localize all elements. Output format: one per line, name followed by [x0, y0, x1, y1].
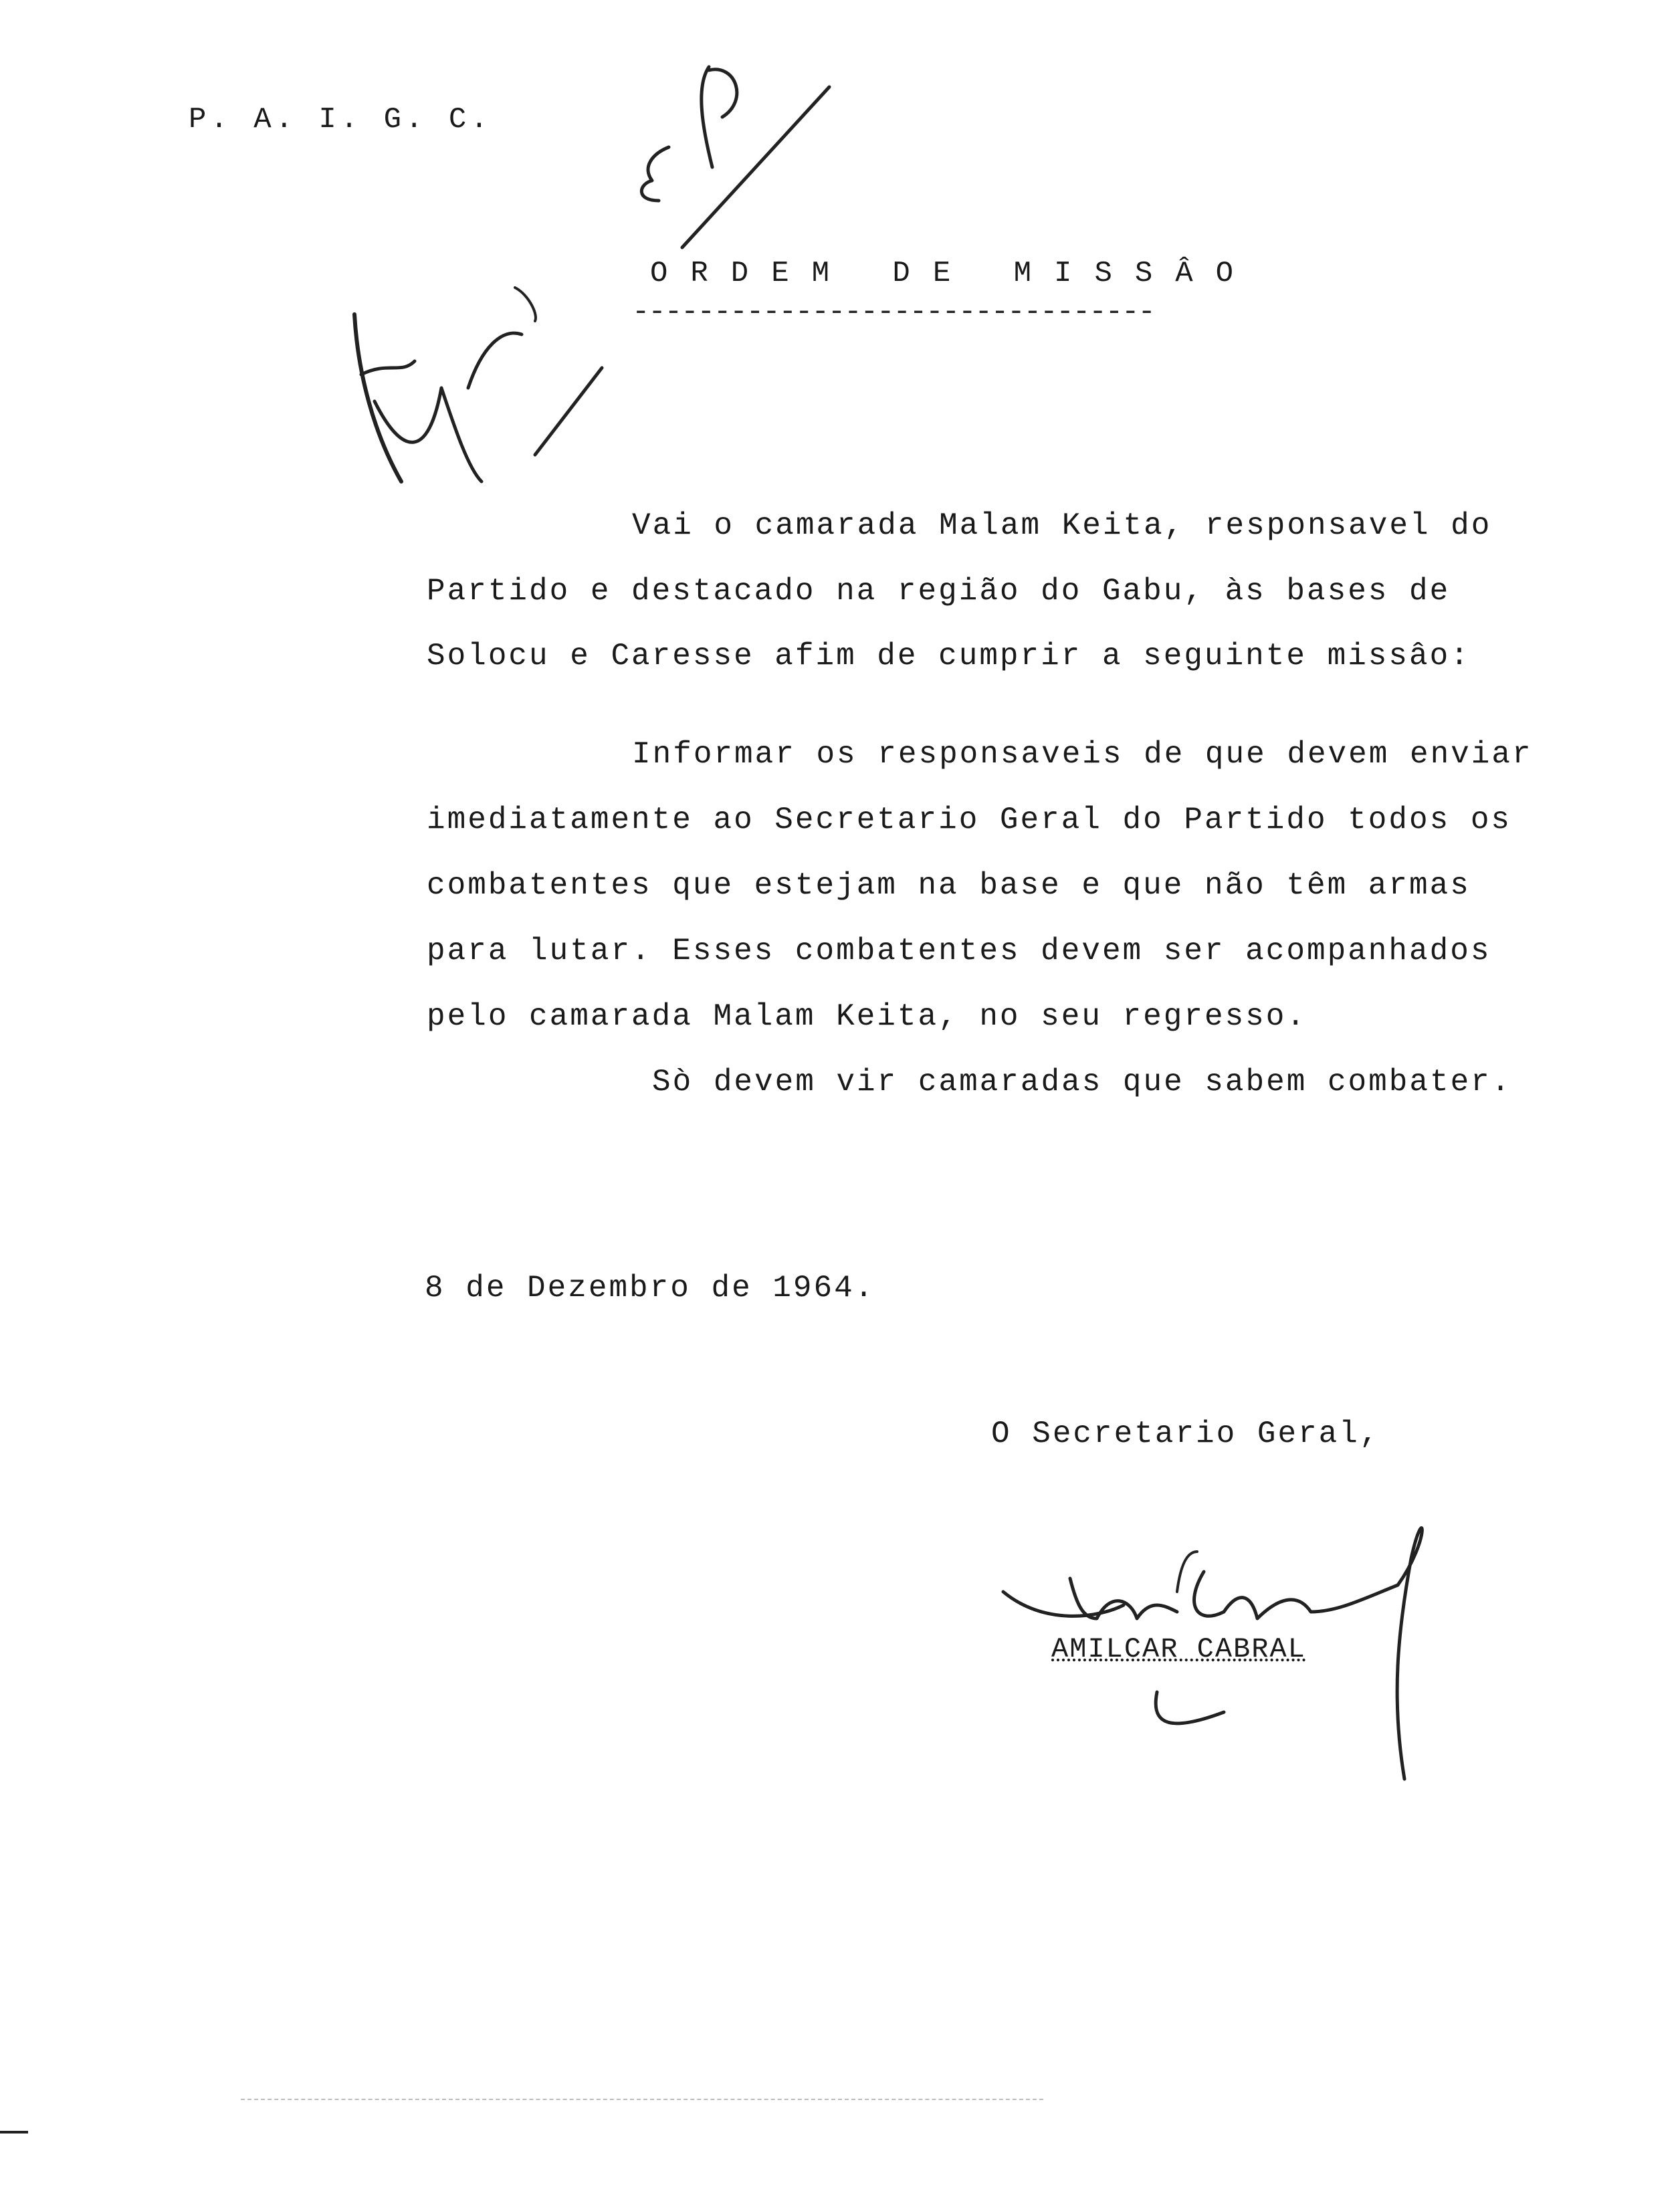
paragraph-1-line-2: Partido e destacado na região do Gabu, às bases de [427, 574, 1451, 609]
paragraph-2-line-3: combatentes que estejam na base e que não têm armas [427, 868, 1471, 903]
title-underline: -------------------------------- [632, 296, 1154, 329]
marginal-initials-ep [641, 67, 829, 247]
organization-header: P. A. I. G. C. [189, 103, 492, 136]
paragraph-1-line-1: Vai o camarada Malam Keita, responsavel do [632, 508, 1492, 543]
paragraph-2-line-5: pelo camarada Malam Keita, no seu regresso. [427, 999, 1307, 1034]
document-date: 8 de Dezembro de 1964. [425, 1271, 875, 1306]
paragraph-2-line-2: imediatamente ao Secretario Geral do Partido todos os [427, 803, 1512, 837]
closing-title: O Secretario Geral, [991, 1417, 1380, 1451]
paragraph-1-line-3: Solocu e Caresse afim de cumprir a seguinte missâo: [427, 639, 1471, 673]
paragraph-3: Sò devem vir camaradas que sabem combater. [652, 1065, 1512, 1100]
document-title: ORDEM DE MISSÂO [650, 257, 1257, 290]
paragraph-2-line-1: Informar os responsaveis de que devem enviar [632, 737, 1533, 772]
scan-edge-mark [0, 2131, 28, 2133]
page-footer-rule [241, 2099, 1043, 2100]
signatory-name: AMILCAR CABRAL [1051, 1633, 1306, 1665]
marginal-initials-fw [354, 288, 602, 482]
paragraph-2-line-4: para lutar. Esses combatentes devem ser acompanhados [427, 934, 1491, 968]
